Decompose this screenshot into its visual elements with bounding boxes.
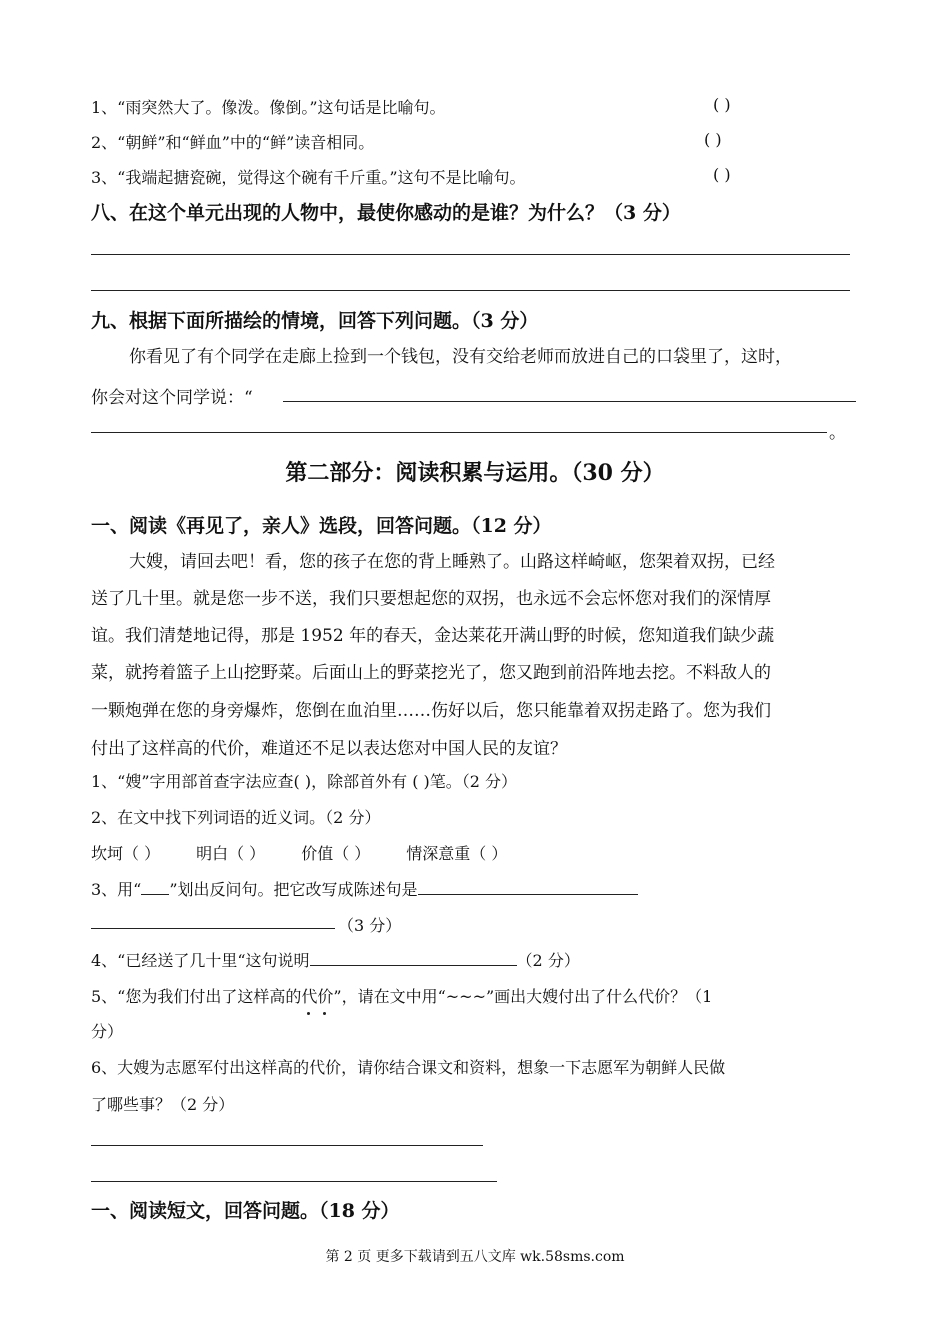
passage-line: 菜，就挎着篮子上山挖野菜。后面山上的野菜挖光了，您又跑到前沿阵地去挖。不料敌人的: [91, 663, 771, 683]
answer-blank-3a[interactable]: [418, 893, 638, 895]
question-3-text: ”划出反问句。把它改写成陈述句是: [169, 880, 418, 899]
question-4-score: （2 分）: [516, 951, 580, 970]
part-2-title: 第二部分：阅读积累与运用。（30 分）: [285, 460, 665, 486]
answer-line-6b[interactable]: [91, 1181, 497, 1182]
question-4-text: 4、“已经送了几十里“这句说明: [91, 951, 310, 970]
synonym-item[interactable]: 坎坷（ ）: [91, 844, 161, 863]
answer-line-9a[interactable]: [283, 401, 856, 402]
section-9-paragraph-line-1: 你看见了有个同学在走廊上捡到一个钱包，没有交给老师而放进自己的口袋里了，这时，: [129, 347, 792, 367]
question-5: [91, 984, 712, 1007]
question-5-text-a: 5、“您为我们付出了这样高的: [91, 987, 302, 1006]
passage-line: 大嫂，请回去吧！看，您的孩子在您的背上睡熟了。山路这样崎岖，您架着双拐，已经: [129, 552, 775, 572]
passage-line: 送了几十里。就是您一步不送，我们只要想起您的双拐，也永远不会忘怀您对我们的深情厚: [91, 589, 771, 609]
passage-line: 谊。我们清楚地记得，那是 1952 年的春天，金达莱花开满山野的时候，您知道我们缺少蔬: [91, 626, 775, 646]
answer-line-8a[interactable]: [91, 254, 850, 255]
question-4: [91, 948, 580, 971]
synonym-item[interactable]: 明白（ ）: [196, 844, 266, 863]
question-6-line-2: 了哪些事？（2 分）: [91, 1095, 235, 1114]
dotted-word-text: 代价: [301, 987, 334, 1006]
passage-line: 付出了这样高的代价，难道还不足以表达您对中国人民的友谊？: [91, 739, 567, 759]
judgement-item-3: 3、“我端起搪瓷碗，觉得这个碗有千斤重。”这句不是比喻句。: [91, 168, 526, 187]
reading-2-heading: 一、阅读短文，回答问题。（18 分）: [91, 1200, 400, 1222]
judgement-item-1: 1、“雨突然大了。像泼。像倒。”这句话是比喻句。: [91, 98, 446, 117]
passage-line: 一颗炮弹在您的身旁爆炸，您倒在血泊里……伤好以后，您只能靠着双拐走路了。您为我们: [91, 701, 771, 721]
question-3-score: （3 分）: [338, 916, 402, 935]
answer-blank-4[interactable]: [310, 964, 517, 966]
question-5-text-b: ”，请在文中用“~~~”画出大嫂付出了什么代价？（1: [333, 987, 713, 1006]
answer-paren-3[interactable]: ( ): [713, 165, 731, 184]
end-period: 。: [829, 423, 846, 443]
question-5-continued: 分）: [91, 1022, 124, 1041]
question-3: [91, 877, 638, 900]
section-9-paragraph-line-2: 你会对这个同学说：“: [91, 388, 253, 408]
question-6-line-1: 6、大嫂为志愿军付出这样高的代价，请你结合课文和资料，想象一下志愿军为朝鲜人民做: [91, 1058, 726, 1077]
answer-line-6a[interactable]: [91, 1145, 483, 1146]
section-8-heading: 八、在这个单元出现的人物中，最使你感动的是谁？为什么？（3 分）: [91, 202, 681, 224]
synonym-row: [91, 841, 507, 864]
emphasis-dot: [307, 1012, 310, 1015]
answer-blank-3b[interactable]: [91, 928, 335, 929]
reading-1-heading: 一、阅读《再见了，亲人》选段，回答问题。（12 分）: [91, 515, 552, 537]
synonym-item[interactable]: 价值（ ）: [301, 844, 371, 863]
dotted-word: [301, 987, 333, 1006]
section-9-heading: 九、根据下面所描绘的情境，回答下列问题。（3 分）: [91, 310, 539, 332]
judgement-item-2: 2、“朝鲜”和“鲜血”中的“鲜”读音相同。: [91, 133, 375, 152]
emphasis-dot: [323, 1012, 326, 1015]
question-2: 2、在文中找下列词语的近义词。（2 分）: [91, 808, 381, 827]
answer-paren-1[interactable]: ( ): [713, 95, 731, 114]
synonym-item[interactable]: 情深意重（ ）: [406, 844, 508, 863]
answer-paren-2[interactable]: ( ): [704, 130, 722, 149]
page-footer: 第 2 页 更多下载请到五八文库 wk.58sms.com: [325, 1249, 625, 1265]
answer-line-8b[interactable]: [91, 290, 850, 291]
question-3-prefix: 3、用“: [91, 880, 142, 899]
underline-sample: [141, 893, 169, 895]
answer-line-9b[interactable]: [91, 432, 827, 433]
question-1: 1、“嫂”字用部首查字法应查( )，除部首外有 ( )笔。（2 分）: [91, 772, 518, 791]
